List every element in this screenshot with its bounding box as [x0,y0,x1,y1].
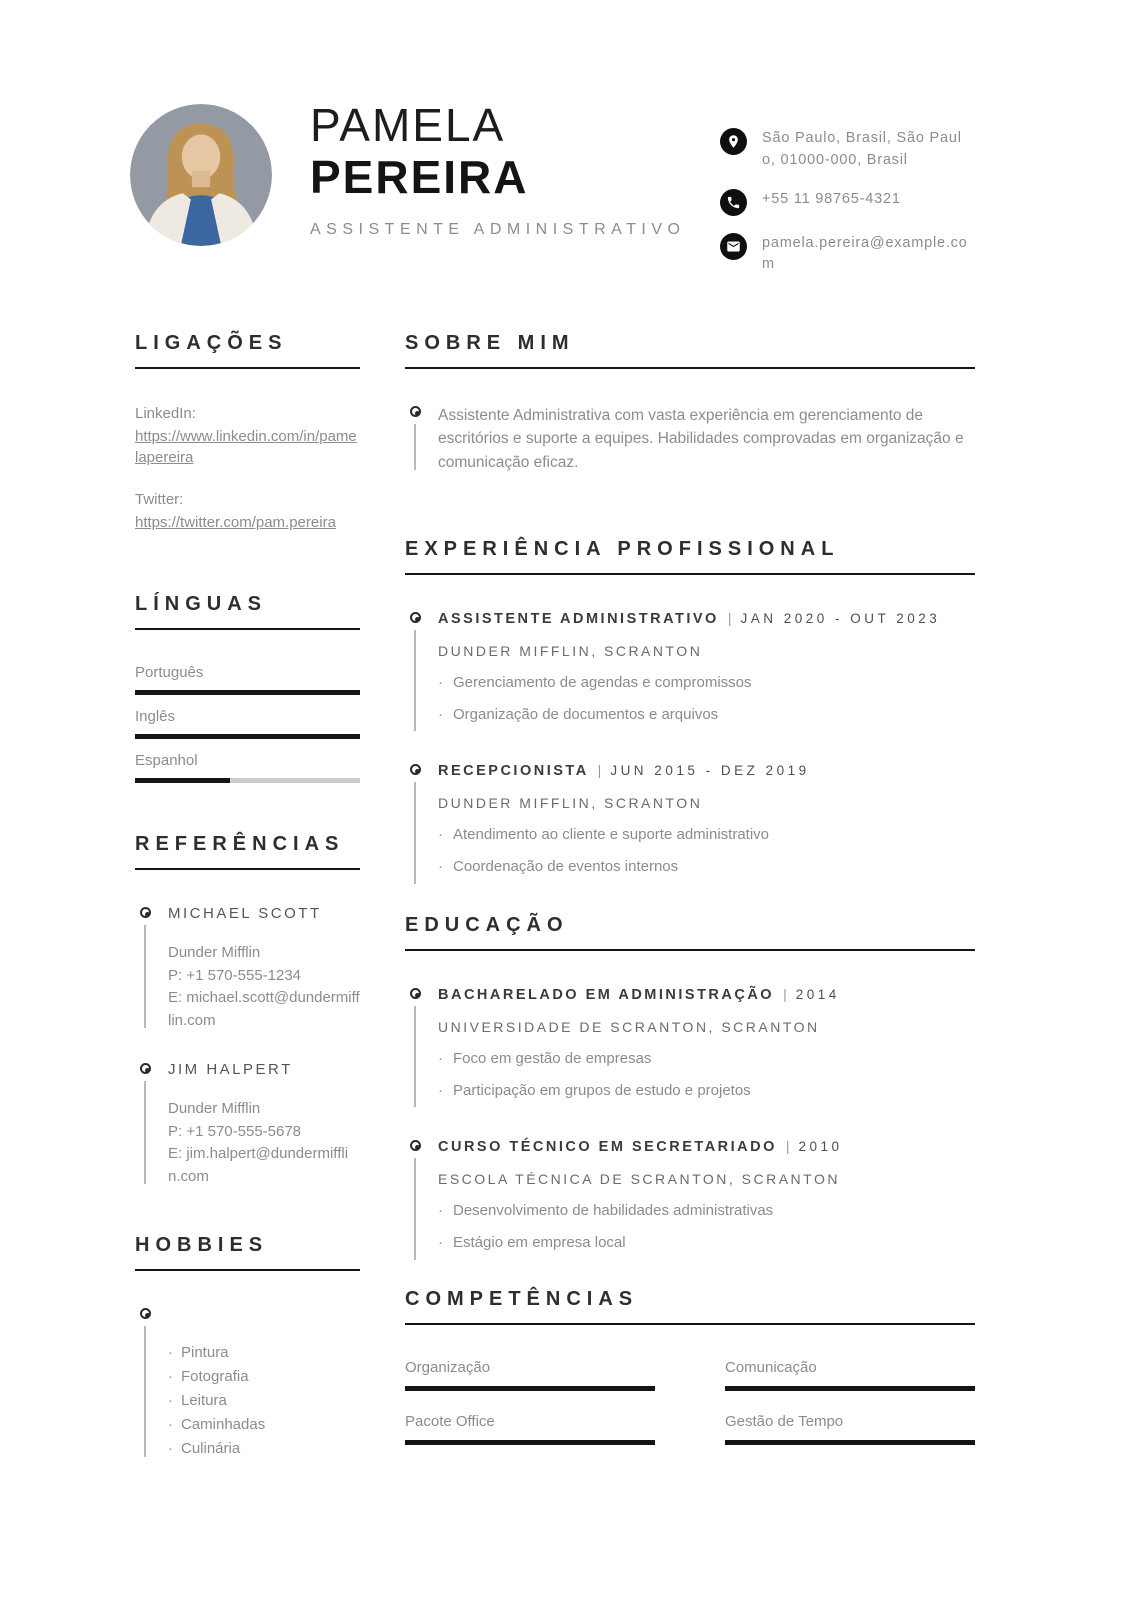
reference-email: E: jim.halpert@dundermifflin.com [168,1145,349,1185]
bullet-dot: · [438,1049,443,1067]
bullet-dot: · [438,826,443,844]
contact-email: pamela.pereira@example.com [762,234,968,273]
bar-fill [725,1440,975,1445]
language-name: Inglês [135,708,176,726]
job-bullet [438,672,975,694]
job-role: RECEPCIONISTA [438,763,589,780]
bullet-dot: · [168,1368,173,1386]
bullet-target-icon [140,1308,151,1319]
degree-school: UNIVERSIDADE DE SCRANTON, SCRANTON [438,1018,820,1035]
skills-grid [405,1359,975,1445]
skill-name: Pacote Office [405,1412,495,1430]
timeline-line [414,782,416,884]
timeline-rail [135,904,155,1032]
language-level-bar [135,690,360,695]
skill-level-bar [405,1386,655,1391]
timeline-rail [405,761,425,888]
portrait-illustration [130,104,272,246]
bullet-target-icon [410,612,421,623]
right-column [405,332,975,1461]
section-title-referencias: REFERÊNCIAS [135,833,360,870]
hobby-item [168,1389,360,1413]
job-bullet [438,704,975,726]
contact-location: São Paulo, Brasil, São Paulo, 01000-000, Brasil [762,130,962,168]
bullet-target-icon [410,406,421,417]
bullet-dot: · [438,1234,443,1251]
timeline-line [144,1081,146,1184]
degree-title: CURSO TÉCNICO EM SECRETARIADO [438,1139,777,1156]
section-educacao [405,914,975,1264]
section-title-linguas: LÍNGUAS [135,593,360,630]
contact-location-row [720,128,975,172]
section-experiencia [405,538,975,888]
reference-company: Dunder Mifflin [168,944,261,962]
reference-details [168,1098,360,1188]
degree-entry [405,1137,975,1264]
reference-phone: P: +1 570-555-1234 [168,966,302,984]
timeline-rail [405,985,425,1112]
job-company: DUNDER MIFFLIN, SCRANTON [438,642,703,659]
section-hobbies [135,1234,360,1461]
hobby-item [168,1365,360,1389]
degree-bullet-text: Participação em grupos de estudo e projetos [453,1081,751,1099]
language-item [135,752,360,783]
degree-bullet-text: Estágio em empresa local [453,1234,626,1251]
bar-fill [135,778,230,783]
section-title-sobre-mim: SOBRE MIM [405,332,975,369]
job-dates: JUN 2015 - DEZ 2019 [610,763,810,779]
link-item-twitter [135,489,360,533]
reference-name: MICHAEL SCOTT [168,905,322,923]
bullet-dot: · [168,1416,173,1434]
reference-company: Dunder Mifflin [168,1100,261,1118]
reference-phone: P: +1 570-555-5678 [168,1122,302,1140]
timeline-rail [405,1137,425,1264]
email-envelope-icon [720,233,747,260]
job-role-line [438,610,975,628]
section-sobre-mim [405,332,975,474]
language-item [135,708,360,739]
linkedin-link[interactable]: https://www.linkedin.com/in/pamelapereira [135,427,357,467]
skill-item [405,1413,655,1445]
hobby-item [168,1437,360,1461]
skill-name: Comunicação [725,1358,817,1376]
degree-year: 2014 [795,986,840,1002]
bar-fill [405,1440,655,1445]
reference-details [168,942,360,1032]
bullet-target-icon [140,907,151,918]
degree-year: 2010 [798,1139,843,1155]
contact-email-row [720,233,975,277]
degree-title: BACHARELADO EM ADMINISTRAÇÃO [438,986,775,1003]
separator: | [597,762,602,779]
language-name: Espanhol [135,752,198,770]
job-bullet-text: Coordenação de eventos internos [453,858,679,875]
reference-entry [135,904,360,1032]
reference-name: JIM HALPERT [168,1061,293,1079]
degree-school: ESCOLA TÉCNICA DE SCRANTON, SCRANTON [438,1171,840,1188]
job-title: ASSISTENTE ADMINISTRATIVO [310,221,686,239]
language-level-bar [135,734,360,739]
degree-title-line [438,986,975,1004]
hobby-label: Fotografia [181,1368,249,1386]
skill-level-bar [725,1386,975,1391]
reference-entry [135,1060,360,1188]
bullet-dot: · [438,1081,443,1099]
section-linguas [135,593,360,783]
timeline-rail [405,609,425,736]
location-pin-icon [720,128,747,155]
last-name: PEREIRA [310,150,529,203]
degree-bullet [438,1048,975,1070]
name-block [310,100,685,239]
degree-bullet-text: Foco em gestão de empresas [453,1049,652,1067]
bullet-target-icon [410,988,421,999]
skill-item [725,1359,975,1391]
bar-fill [135,690,360,695]
hobby-item [168,1413,360,1437]
section-title-hobbies: HOBBIES [135,1234,360,1271]
separator: | [727,609,732,626]
job-role-line [438,762,975,780]
first-name: PAMELA [310,99,506,151]
hobby-label: Caminhadas [181,1416,266,1434]
bullet-dot: · [438,673,443,691]
contact-phone-row [720,189,975,216]
degree-entry [405,985,975,1112]
skill-name: Organização [405,1358,491,1376]
section-competencias [405,1288,975,1445]
timeline-line [414,424,416,470]
degree-bullet-text: Desenvolvimento de habilidades administrativas [453,1202,774,1220]
timeline-rail [135,1060,155,1188]
job-company: DUNDER MIFFLIN, SCRANTON [438,795,703,812]
bullet-dot: · [438,1202,443,1220]
separator: | [785,1138,790,1155]
skill-level-bar [725,1440,975,1445]
skill-item [405,1359,655,1391]
job-bullet-text: Atendimento ao cliente e suporte administrativo [453,826,770,844]
link-label: Twitter: [135,491,184,508]
job-dates: JAN 2020 - OUT 2023 [740,610,941,626]
reference-email: E: michael.scott@dundermifflin.com [168,989,360,1029]
bar-fill [725,1386,975,1391]
contact-block [720,128,975,276]
language-name: Português [135,664,204,682]
language-item [135,664,360,695]
profile-photo [130,104,272,246]
bullet-dot: · [168,1392,173,1410]
about-entry [405,403,975,474]
section-title-experiencia: EXPERIÊNCIA PROFISSIONAL [405,538,975,575]
bullet-dot: · [438,858,443,875]
degree-bullet [438,1200,975,1222]
twitter-link[interactable]: https://twitter.com/pam.pereira [135,513,336,531]
job-entry [405,761,975,888]
section-title-ligacoes: LIGAÇÕES [135,332,360,369]
bullet-dot: · [168,1344,173,1362]
hobby-label: Culinária [181,1440,241,1458]
job-bullet-text: Gerenciamento de agendas e compromissos [453,673,752,691]
link-item-linkedin [135,403,360,469]
link-label: LinkedIn: [135,405,196,422]
hobby-item [168,1341,360,1365]
bullet-dot: · [438,705,443,723]
timeline-rail [135,1305,155,1461]
bar-fill [135,734,360,739]
hobby-label: Pintura [181,1344,229,1362]
skill-item [725,1413,975,1445]
bar-fill [405,1386,655,1391]
timeline-line [414,1158,416,1260]
section-title-educacao: EDUCAÇÃO [405,914,975,951]
skill-name: Gestão de Tempo [725,1412,844,1430]
bullet-target-icon [410,1140,421,1151]
hobby-label: Leitura [181,1392,227,1410]
contact-phone: +55 11 98765-4321 [762,190,901,207]
degree-bullet [438,1080,975,1102]
left-column [135,332,360,1461]
bullet-target-icon [140,1063,151,1074]
bullet-target-icon [410,764,421,775]
timeline-line [414,630,416,732]
timeline-line [144,925,146,1028]
job-role: ASSISTENTE ADMINISTRATIVO [438,610,719,627]
language-level-bar [135,778,360,783]
section-referencias [135,833,360,1188]
phone-icon [720,189,747,216]
timeline-line [144,1326,146,1457]
degree-bullet [438,1232,975,1254]
degree-title-line [438,1138,975,1156]
about-text: Assistente Administrativa com vasta experiência em gerenciamento de escritórios e suporte a equipes. Habilidades comprovadas em organização e comunicação eficaz. [438,407,964,471]
hobbies-entry [135,1305,360,1461]
skill-level-bar [405,1440,655,1445]
section-ligacoes [135,332,360,533]
separator: | [783,985,787,1002]
bullet-dot: · [168,1440,173,1458]
job-entry [405,609,975,736]
section-title-competencias: COMPETÊNCIAS [405,1288,975,1325]
job-bullet [438,856,975,878]
job-bullet-text: Organização de documentos e arquivos [453,705,719,723]
timeline-line [414,1006,416,1108]
main-content [135,332,975,1461]
job-bullet [438,824,975,846]
timeline-rail [405,403,425,474]
